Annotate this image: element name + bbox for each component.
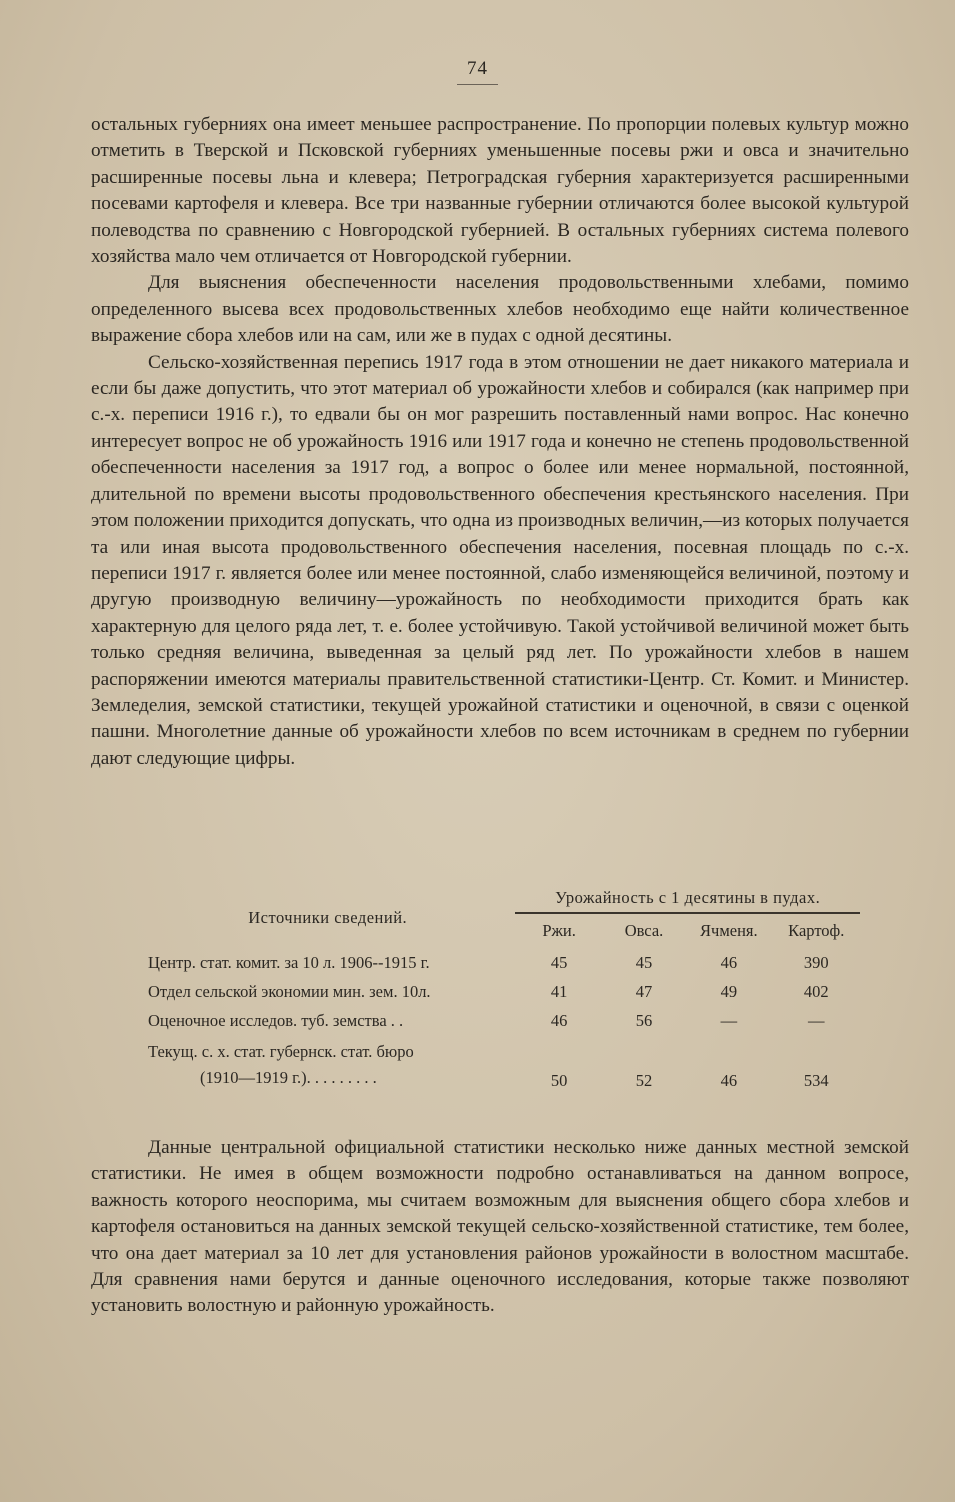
column-header-rye: Ржи. xyxy=(542,921,576,940)
row-source: Центр. стат. комит. за 10 л. 1906--1915 г. xyxy=(148,952,430,972)
column-header-potato: Картоф. xyxy=(788,921,845,940)
cell-potato: 534 xyxy=(803,1071,829,1090)
cell-oats: 56 xyxy=(635,1010,653,1030)
sources-header: Источники сведений. xyxy=(248,908,408,927)
paragraph-1: остальных губерниях она имеет меньшее распространение. По пропорции полевых культур можно отметить в Тверской и Псковской губерниях уменьшенные посевы ржи и овса и значительно расширенные посевы льна и клевера; Петроградская губерния характеризуется расширенными посевами картофеля и клевера. Все три названные губернии отличаются более высокой культурой полеводства по сравнению с Новгородской губернией. В остальных губерниях система полевого хозяйства мало чем отличается от Новгородской губернии. xyxy=(91,114,909,268)
cell-rye: 46 xyxy=(550,1010,568,1030)
column-header-oats: Овса. xyxy=(624,921,664,940)
table-row xyxy=(140,1035,860,1093)
paragraph-4: Данные центральной официальной статистики несколько ниже данных местной земской статистики. Не имея в общем возможности подробно останавливаться на данном вопросе, важность которого неоспорима, мы считаем возможным для выяснения общего сбора хлебов и картофеля остановиться на данных земской текущей сельско-хозяйственной статистике, тем более, что она дает материал за 10 лет для установления районов урожайности в волостном масштабе. Для сравнения нами берутся и данные оценочного исследования, которые также позволяют установить волостную и районную урожайность. xyxy=(91,1137,909,1317)
cell-oats: 47 xyxy=(635,981,653,1001)
page-number: 74 xyxy=(0,58,955,85)
cell-rye: 45 xyxy=(550,952,568,972)
column-header-barley: Ячменя. xyxy=(700,921,758,940)
row-source: Оценочное исследов. туб. земства . . xyxy=(148,1010,404,1030)
yield-group-header: Урожайность с 1 десятины в пудах. xyxy=(515,888,860,913)
cell-potato: 402 xyxy=(803,981,829,1001)
cell-barley: 46 xyxy=(720,952,738,972)
cell-oats: 45 xyxy=(635,952,653,972)
table-row xyxy=(140,948,860,977)
yield-table xyxy=(140,888,860,1093)
cell-barley: 46 xyxy=(720,1071,738,1090)
cell-potato: 390 xyxy=(803,952,829,972)
row-source: Отдел сельской экономии мин. зем. 10л. xyxy=(148,981,431,1001)
table-row xyxy=(140,977,860,1006)
cell-rye: 41 xyxy=(550,981,568,1001)
row-source-line-2: (1910—1919 г.). . . . . . . . . xyxy=(200,1068,377,1087)
row-source xyxy=(140,1035,515,1093)
cell-barley: 49 xyxy=(720,981,738,1001)
cell-oats: 52 xyxy=(635,1071,653,1090)
paragraph-2: Для выяснения обеспеченности населения продовольственными хлебами, помимо определенного высева всех продовольственных хлебов необходимо еще найти количественное выражение сбора хлебов или на сам, или же в пудах с одной десятины. xyxy=(91,272,909,347)
table-row xyxy=(140,1006,860,1035)
cell-barley: — xyxy=(720,1010,738,1030)
cell-rye: 50 xyxy=(550,1071,568,1090)
body-text-bottom xyxy=(91,1135,909,1320)
row-source-line-1: Текущ. с. х. стат. губернск. стат. бюро xyxy=(148,1042,414,1061)
body-text-top xyxy=(91,112,909,772)
paragraph-3: Сельско-хозяйственная перепись 1917 года в этом отношении не дает никакого материала и если бы даже допустить, что этот материал об урожайности хлебов и собирался (как например при с.-х. переписи 1916 г.), то едвали бы он мог разрешить поставленный нами вопрос. Нас конечно интересует вопрос не об урожайность 1916 или 1917 года и конечно не степень продовольственной обеспеченности населения за 1917 год, а вопрос о более или менее нормальной, постоянной, длительной по времени высоты продовольственного обеспечения крестьянского населения. При этом положении приходится допускать, что одна из производных величин,—из которых получается та или иная высота продовольственного обеспечения населения, посевная площадь по с.-х. переписи 1917 г. является более или менее постоянной, слабо изменяющейся величиной, поэтому и другую производную величину—урожайность по необходимости приходится брать как характерную для целого ряда лет, т. е. более устойчивую. Такой устойчивой величиной может быть только средняя величина, выведенная за целый ряд лет. По урожайности хлебов в нашем распоряжении имеются материалы правительственной статистики-Центр. Ст. Комит. и Министер. Земледелия, земской статистики, текущей урожайной статистики и оценочной, в связи с оценкой пашни. Многолетние данные об урожайности хлебов по всем источникам в среднем по губернии дают следующие цифры. xyxy=(91,351,909,769)
cell-potato: — xyxy=(808,1010,825,1030)
